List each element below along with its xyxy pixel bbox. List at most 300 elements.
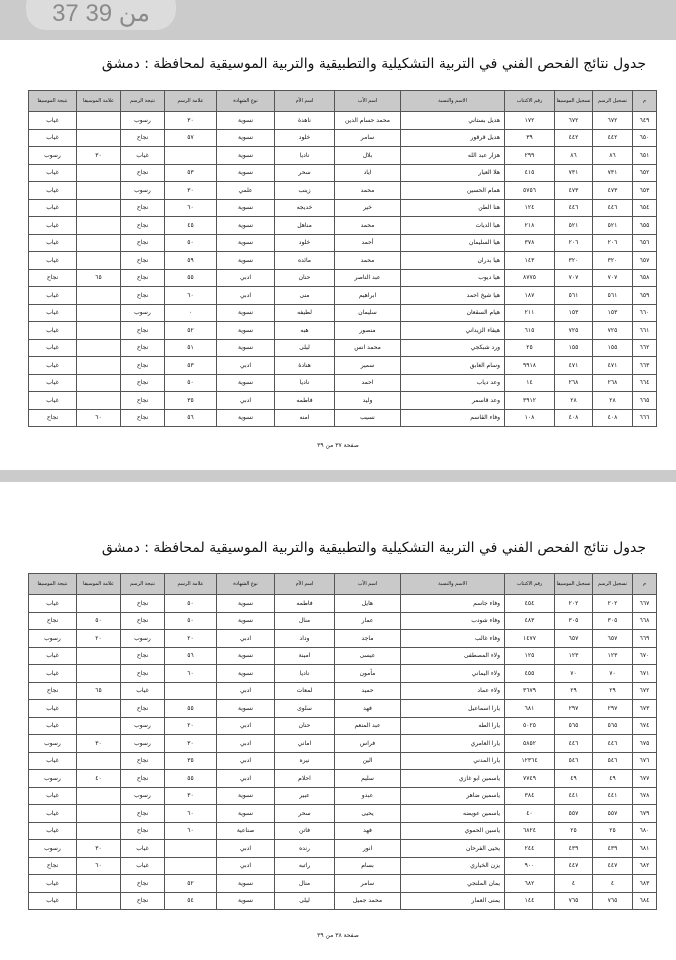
table-cell: وداد (275, 630, 335, 648)
table-cell: ادبي (217, 770, 275, 788)
table-row (29, 217, 657, 235)
table-cell: نسوية (217, 409, 275, 427)
table-cell: ٦٥ (77, 269, 121, 287)
table-cell: ٢٩٩ (505, 147, 555, 165)
table-cell: حميد (335, 682, 401, 700)
table-cell: خديجه (275, 199, 335, 217)
page-indicator: 37 من 39 (26, 0, 176, 30)
table-cell: ٤٥٥ (505, 665, 555, 683)
table-cell: ٤٩ (555, 770, 593, 788)
table-cell: ٨٦ (555, 147, 593, 165)
column-header: اسم الأب (335, 91, 401, 112)
table-cell: صناعية (217, 822, 275, 840)
table-cell: رسوب (29, 630, 77, 648)
table-cell: ٦٧٢ (555, 112, 593, 130)
table-cell (77, 252, 121, 270)
table-cell: غياب (29, 164, 77, 182)
table-cell: ٤٣٩ (593, 840, 633, 858)
table-cell: نسوية (217, 665, 275, 683)
table-cell: غياب (29, 287, 77, 305)
table-row (29, 735, 657, 753)
table-cell: ١٥٣ (555, 304, 593, 322)
table-cell: هيا بدران (401, 252, 505, 270)
table-row (29, 770, 657, 788)
table-cell: نجاح (121, 287, 165, 305)
table-row (29, 374, 657, 392)
table-cell: سليمان (335, 304, 401, 322)
table-cell: محمد (335, 252, 401, 270)
table-cell: ٣٠ (165, 787, 217, 805)
table-cell: منى (275, 287, 335, 305)
table-cell: ٦٨٣ (633, 875, 657, 893)
table-cell: ٤٧٣ (555, 182, 593, 200)
table-cell: ٦٠ (165, 805, 217, 823)
table-cell: نسوية (217, 700, 275, 718)
table-cell (77, 199, 121, 217)
table-cell: ٢٩ (593, 682, 633, 700)
table-cell: غياب (29, 392, 77, 410)
table-cell: لطيفه (275, 304, 335, 322)
table-cell: هنادة (275, 357, 335, 375)
table-cell: ٧٠٧ (555, 269, 593, 287)
table-cell (77, 374, 121, 392)
table-cell: نجاح (121, 269, 165, 287)
table-cell: ٦٧٦ (633, 752, 657, 770)
table-cell: ٧٠٧ (593, 269, 633, 287)
table-cell: غياب (29, 112, 77, 130)
table-cell: محمد جميل (335, 892, 401, 910)
column-header: تسجيل الرسم (593, 91, 633, 112)
table-cell: نيره (275, 752, 335, 770)
table-row (29, 857, 657, 875)
table-cell: ٧٠ (555, 665, 593, 683)
table-cell: يارا المدني (401, 752, 505, 770)
table-cell: ١٧٢ (505, 112, 555, 130)
column-header: تسجيل الموسيقا (555, 574, 593, 595)
table-cell: ٥٠ (77, 612, 121, 630)
table-cell: يارا العامري (401, 735, 505, 753)
table-cell: ٦٦١ (633, 322, 657, 340)
table-cell: فاطمه (275, 595, 335, 613)
table-cell: ٣٠ (165, 182, 217, 200)
table-cell: ٦٨١ (505, 700, 555, 718)
table-cell: ١٤٧٧ (505, 630, 555, 648)
table-cell: ادبي (217, 735, 275, 753)
table-cell: يمان الملنجي (401, 875, 505, 893)
table-cell (77, 875, 121, 893)
table-cell: ٦٥ (77, 682, 121, 700)
table-cell: ١٢٥ (505, 647, 555, 665)
sheet-title: جدول نتائج الفحص الفني في التربية التشكيلية والتطبيقية والتربية الموسيقية لمحافظة : دمشق (101, 56, 646, 72)
table-cell: سامر (335, 875, 401, 893)
table-cell: ٦٦٩ (633, 630, 657, 648)
table-cell: ياسمين ابو غازي (401, 770, 505, 788)
table-cell: ٤١٥ (505, 164, 555, 182)
table-cell: غياب (29, 199, 77, 217)
table-cell (77, 339, 121, 357)
table-cell: ٢٠٢ (593, 595, 633, 613)
table-row (29, 682, 657, 700)
column-header: رقم الاكتتاب (505, 91, 555, 112)
table-cell (77, 392, 121, 410)
table-cell: ٥٠ (165, 374, 217, 392)
table-cell: ٤٧١ (555, 357, 593, 375)
table-cell: ٢٠٢ (555, 595, 593, 613)
table-cell: ٤٧٣ (593, 182, 633, 200)
table-cell: ٦٧٨ (633, 787, 657, 805)
table-cell: فهد (335, 700, 401, 718)
table-cell: ٣٩١٢ (505, 392, 555, 410)
table-cell: رسوب (29, 770, 77, 788)
table-cell: ٦٧٤ (633, 717, 657, 735)
table-cell: ٤٤٦ (593, 735, 633, 753)
table-cell: ١٤٤ (505, 892, 555, 910)
table-cell: ٥٦٥ (555, 717, 593, 735)
table-cell: وفاء جاسم (401, 595, 505, 613)
table-cell: ٢٩٧ (593, 700, 633, 718)
table-cell: ٥٧٥٦ (505, 182, 555, 200)
table-cell: ٥٣ (165, 357, 217, 375)
table-cell: امنه (275, 409, 335, 427)
column-header: نتيجة الموسيقا (29, 91, 77, 112)
table-cell: ٥٦ (165, 647, 217, 665)
table-cell: غياب (29, 182, 77, 200)
table-cell: عمار (335, 612, 401, 630)
table-cell: محمد (335, 182, 401, 200)
table-cell: فاطمه (275, 392, 335, 410)
table-cell: ٦٧٢ (633, 682, 657, 700)
table-cell: ٧٦٥ (555, 892, 593, 910)
table-cell: ٧٢٥ (555, 322, 593, 340)
table-cell: ياسمين ضاهر (401, 787, 505, 805)
table-cell: عبد المنعم (335, 717, 401, 735)
table-cell: سمير (335, 357, 401, 375)
table-cell (77, 304, 121, 322)
table-cell: ٥٥ (165, 269, 217, 287)
table-cell: غياب (29, 217, 77, 235)
table-cell: سلوى (275, 700, 335, 718)
table-cell: ناديا (275, 147, 335, 165)
table-cell: ٤٤٢ (593, 129, 633, 147)
table-cell: ٥٥٧ (555, 805, 593, 823)
table-cell: ٦٦٤ (633, 374, 657, 392)
column-header: نتيجة الرسم (121, 91, 165, 112)
table-row (29, 630, 657, 648)
table-header-row (29, 91, 657, 112)
table-cell: محمد انس (335, 339, 401, 357)
table-cell: فراس (335, 735, 401, 753)
table-cell: ٤٤١ (593, 787, 633, 805)
table-cell: نجاح (121, 234, 165, 252)
table-cell: ٦٦٦ (633, 409, 657, 427)
table-cell: منصور (335, 322, 401, 340)
table-cell: نسوية (217, 647, 275, 665)
column-header: نتيجة الموسيقا (29, 574, 77, 595)
table-cell: يحيى الفرحان (401, 840, 505, 858)
table-cell: نسوية (217, 304, 275, 322)
table-cell: رسوب (121, 630, 165, 648)
table-cell: ٢٨ (555, 392, 593, 410)
table-cell: نجاح (121, 875, 165, 893)
table-cell: عبير (275, 787, 335, 805)
table-cell: غياب (29, 374, 77, 392)
table-cell: ابراهيم (335, 287, 401, 305)
table-cell: ٥٤٦ (593, 752, 633, 770)
table-cell: ٣٨٤ (505, 787, 555, 805)
table-cell: انور (335, 840, 401, 858)
table-cell: غياب (29, 595, 77, 613)
table-cell (165, 147, 217, 165)
table-row (29, 164, 657, 182)
table-cell: ادبي (217, 857, 275, 875)
table-cell: نجاح (121, 357, 165, 375)
table-cell (165, 840, 217, 858)
table-cell: خير (335, 199, 401, 217)
table-cell (77, 217, 121, 235)
table-cell: ٦٨٠ (633, 822, 657, 840)
table-row (29, 752, 657, 770)
table-cell: مناهل (275, 217, 335, 235)
table-cell: وفاء غالب (401, 630, 505, 648)
table-cell: ادبي (217, 752, 275, 770)
table-cell: نسوية (217, 322, 275, 340)
column-header: اسم الأب (335, 574, 401, 595)
table-cell: ١٢٣ (593, 647, 633, 665)
table-cell: فاتن (275, 822, 335, 840)
table-cell: ٤٠ (77, 770, 121, 788)
table-cell: نجاح (29, 409, 77, 427)
table-cell: رنده (275, 840, 335, 858)
table-cell: ٦٨١ (633, 840, 657, 858)
table-cell: ٧٠ (593, 665, 633, 683)
table-cell: ٤٠٨ (555, 409, 593, 427)
table-cell: ٤٠٨ (593, 409, 633, 427)
sheet-title: جدول نتائج الفحص الفني في التربية التشكيلية والتطبيقية والتربية الموسيقية لمحافظة : دمشق (101, 540, 646, 556)
table-cell: ٣٠٥ (593, 612, 633, 630)
table-cell: ٦٥٣ (633, 182, 657, 200)
table-cell (77, 665, 121, 683)
table-cell: راتبه (275, 857, 335, 875)
table-cell: ٧٧٤٩ (505, 770, 555, 788)
table-cell: ٣٠ (77, 840, 121, 858)
table-cell: ٦٥٢ (633, 164, 657, 182)
table-cell: نجاح (121, 374, 165, 392)
table-cell: محمد حسام الدين (335, 112, 401, 130)
table-cell: ولاء اليماني (401, 665, 505, 683)
table-cell: ٥٧ (165, 129, 217, 147)
table-row (29, 612, 657, 630)
table-cell: ٥٠ (165, 234, 217, 252)
table-cell: عبد الناصر (335, 269, 401, 287)
table-row (29, 392, 657, 410)
table-row (29, 409, 657, 427)
table-cell: هلا العيار (401, 164, 505, 182)
table-cell: ماجد (335, 630, 401, 648)
table-cell: محمد (335, 217, 401, 235)
table-cell: ٦٧٢ (593, 112, 633, 130)
table-cell: ٢٦٨ (555, 374, 593, 392)
table-cell: فهد (335, 822, 401, 840)
table-cell: نسوية (217, 374, 275, 392)
table-cell: ادبي (217, 269, 275, 287)
table-cell: ٦٤٩ (633, 112, 657, 130)
table-cell: غياب (29, 129, 77, 147)
table-row (29, 252, 657, 270)
table-cell: غياب (29, 805, 77, 823)
table-cell: ٤٤٦ (555, 199, 593, 217)
table-cell: ٦٧٧ (633, 770, 657, 788)
table-cell: ٥٨٥٢ (505, 735, 555, 753)
table-cell: غياب (29, 892, 77, 910)
table-cell: نسوية (217, 787, 275, 805)
table-cell: ٤٥ (165, 217, 217, 235)
table-cell: رسوب (121, 112, 165, 130)
page-footer: صفحة ٣٨ من ٣٩ (317, 932, 359, 939)
table-cell: نسوية (217, 217, 275, 235)
table-cell: لمعات (275, 682, 335, 700)
table-cell: وسام العابق (401, 357, 505, 375)
table-cell: ٣٦٧٩ (505, 682, 555, 700)
table-cell: منال (275, 875, 335, 893)
table-cell: ٦٥٩ (633, 287, 657, 305)
table-cell (77, 287, 121, 305)
table-cell: نسوية (217, 112, 275, 130)
table-cell: احمد (335, 374, 401, 392)
table-cell: ٢٠ (165, 717, 217, 735)
table-cell: ٣٧٨ (505, 234, 555, 252)
table-cell: ٦٥٧ (633, 252, 657, 270)
table-cell: ٣٠ (165, 735, 217, 753)
table-cell: نسوية (217, 234, 275, 252)
column-header: علامة الموسيقا (77, 91, 121, 112)
table-cell: غياب (29, 322, 77, 340)
table-cell: ٦٧٩ (633, 805, 657, 823)
table-cell: غياب (29, 700, 77, 718)
table-cell: نسوية (217, 875, 275, 893)
table-cell: زينب (275, 182, 335, 200)
table-cell: نجاح (121, 409, 165, 427)
table-cell (77, 752, 121, 770)
table-cell: هيام السقعان (401, 304, 505, 322)
table-cell: غياب (29, 234, 77, 252)
table-cell: يزن الخياري (401, 857, 505, 875)
table-cell: نسوية (217, 199, 275, 217)
table-cell: نجاح (121, 647, 165, 665)
column-header: الاسم والنسبة (401, 91, 505, 112)
table-cell: الين (335, 752, 401, 770)
table-cell: رسوب (121, 717, 165, 735)
table-cell: غياب (121, 857, 165, 875)
table-cell: غياب (29, 822, 77, 840)
table-cell: نسوية (217, 129, 275, 147)
table-cell: ياسين الحموي (401, 822, 505, 840)
results-table (28, 90, 657, 427)
table-cell: ٣٥ (165, 392, 217, 410)
table-cell: ادبي (217, 392, 275, 410)
table-cell: يارا اسماعيل (401, 700, 505, 718)
table-cell: ٦٠ (77, 857, 121, 875)
table-cell: غياب (29, 304, 77, 322)
table-cell: ٢٥ (593, 822, 633, 840)
table-cell (77, 182, 121, 200)
table-cell: ٤٤١ (555, 787, 593, 805)
table-cell: ٦٥٤ (633, 199, 657, 217)
results-sheet-2 (0, 482, 676, 960)
table-cell: ٢٤٤ (505, 840, 555, 858)
table-cell: نجاح (121, 892, 165, 910)
table-cell (77, 700, 121, 718)
table-row (29, 892, 657, 910)
table-cell: ٢٠٦ (593, 234, 633, 252)
table-row (29, 304, 657, 322)
table-row (29, 700, 657, 718)
table-cell (165, 682, 217, 700)
table-cell: نجاح (121, 770, 165, 788)
table-cell: خلود (275, 129, 335, 147)
table-cell: ياسمين عويضه (401, 805, 505, 823)
table-cell: ٦٠ (165, 822, 217, 840)
table-cell: ٦٥٥ (633, 217, 657, 235)
table-cell: ١٥٥ (555, 339, 593, 357)
table-cell: غياب (29, 787, 77, 805)
table-cell: ٥٠ (165, 612, 217, 630)
table-cell: ٢١٨ (505, 217, 555, 235)
table-cell: ٤٧١ (593, 357, 633, 375)
table-cell: ٦٥٨ (633, 269, 657, 287)
table-cell: ١٤٣ (505, 252, 555, 270)
table-cell: ٥٢١ (555, 217, 593, 235)
table-cell: ٦٥٠ (633, 129, 657, 147)
table-cell: اماني (275, 735, 335, 753)
table-cell: رسوب (29, 735, 77, 753)
table-cell: ٤ (555, 875, 593, 893)
table-body (29, 595, 657, 910)
table-cell: ٥٢١ (593, 217, 633, 235)
table-cell: نجاح (29, 612, 77, 630)
table-cell: نجاح (121, 339, 165, 357)
table-cell: علمي (217, 182, 275, 200)
table-cell: ٦٦٢ (633, 339, 657, 357)
table-cell: غياب (121, 840, 165, 858)
table-cell: هنا الطن (401, 199, 505, 217)
table-cell: نجاح (121, 595, 165, 613)
table-cell: ٦٧٥ (633, 735, 657, 753)
table-cell (77, 717, 121, 735)
column-header: اسم الأم (275, 91, 335, 112)
table-cell: عبدو (335, 787, 401, 805)
table-cell: ٢٥ (555, 822, 593, 840)
table-cell: خلود (275, 234, 335, 252)
table-cell: ادبي (217, 287, 275, 305)
table-cell: ٣٥ (165, 752, 217, 770)
table-cell: نسوية (217, 612, 275, 630)
table-cell: ٣٢٠ (593, 252, 633, 270)
table-cell: ٤٩ (593, 770, 633, 788)
table-cell: ناهدة (275, 112, 335, 130)
table-cell: ٥٤ (165, 892, 217, 910)
table-row (29, 647, 657, 665)
table-cell: غياب (29, 752, 77, 770)
table-row (29, 269, 657, 287)
column-header: تسجيل الرسم (593, 574, 633, 595)
table-cell: نجاح (121, 700, 165, 718)
table-row (29, 665, 657, 683)
table-cell: نجاح (121, 612, 165, 630)
table-cell: غياب (29, 875, 77, 893)
table-cell: اياد (335, 164, 401, 182)
table-cell: يحيى (335, 805, 401, 823)
table-cell (77, 234, 121, 252)
